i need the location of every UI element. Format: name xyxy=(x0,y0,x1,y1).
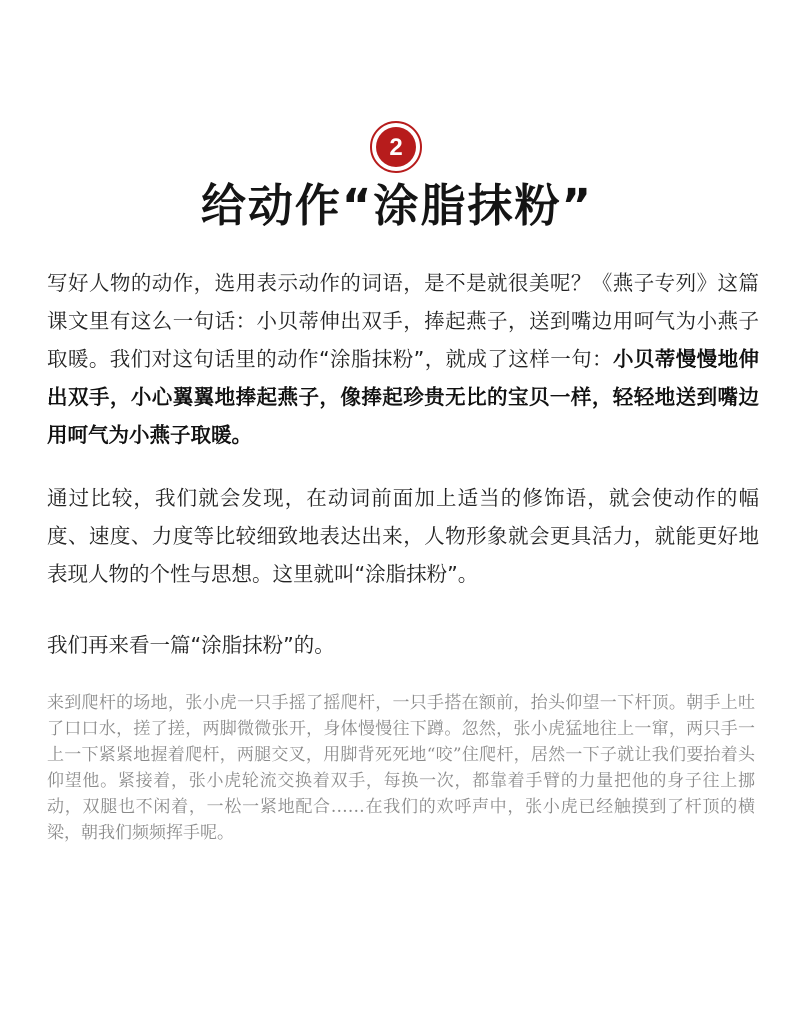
section-title: 给动作“涂脂抹粉” xyxy=(200,179,594,232)
paragraph-intro-bold-example: 小贝蒂慢慢地伸出双手，小心翼翼地捧起燕子，像捧起珍贵无比的宝贝一样，轻轻地送到嘴边用呵气为小燕子取暖。 xyxy=(47,347,759,447)
paragraph-intro-text: 写好人物的动作，选用表示动作的词语，是不是就很美呢？《燕子专列》这篇课文里有这么一句话：小贝蒂伸出双手，捧起燕子，送到嘴边用呵气为小燕子取暖。我们对这句话里的动作“涂脂抹粉”，就成了这样一句： xyxy=(47,271,759,371)
badge-number: 2 xyxy=(389,134,403,161)
section-number-badge xyxy=(369,120,423,174)
paragraph-intro xyxy=(47,264,759,454)
paragraph-transition: 我们再来看一篇“涂脂抹粉”的。 xyxy=(47,633,335,657)
example-excerpt: 来到爬杆的场地，张小虎一只手摇了摇爬杆，一只手搭在额前，抬头仰望一下杆顶。朝手上吐了口口水，搓了搓，两脚微微张开，身体慢慢往下蹲。忽然，张小虎猛地往上一窜，两只手一上一下紧紧地握着爬杆，两腿交叉，用脚背死死地“咬”住爬杆，居然一下子就让我们要抬着头仰望他。紧接着，张小虎轮流交换着双手，每换一次，都靠着手臂的力量把他的身子往上挪动，双腿也不闲着，一松一紧地配合……在我们的欢呼声中，张小虎已经触摸到了杆顶的横梁，朝我们频频挥手呢。 xyxy=(47,693,755,843)
paragraph-explanation: 通过比较，我们就会发现，在动词前面加上适当的修饰语，就会使动作的幅度、速度、力度等比较细致地表达出来，人物形象就会更具活力，就能更好地表现人物的个性与思想。这里就叫“涂脂抹粉”。 xyxy=(47,486,759,586)
